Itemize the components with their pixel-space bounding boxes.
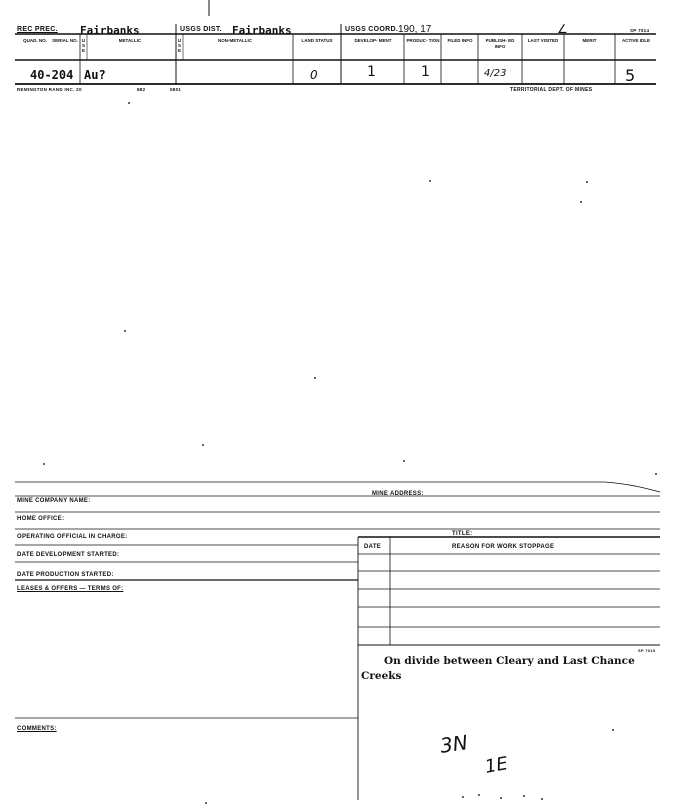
scan-speck bbox=[462, 796, 464, 798]
scan-speck bbox=[500, 797, 502, 799]
scan-speck bbox=[128, 102, 130, 104]
col-published-info: PUBLISH- ED INFO bbox=[485, 38, 515, 49]
rec-prec-value: Fairbanks bbox=[80, 24, 140, 37]
handwritten-range: 1E bbox=[483, 753, 510, 778]
operating-official-label: OPERATING OFFICIAL IN CHARGE: bbox=[17, 534, 128, 540]
form-number-bottom: SP 7015 bbox=[638, 648, 656, 653]
development-value: 1 bbox=[367, 64, 376, 80]
comments-label: COMMENTS: bbox=[17, 726, 57, 732]
date-column-label: DATE bbox=[364, 544, 382, 550]
scan-speck bbox=[580, 201, 582, 203]
active-idle-value: 5 bbox=[625, 66, 636, 85]
quad-value: 40-204 bbox=[30, 68, 74, 82]
col-development: DEVELOP- MENT bbox=[354, 38, 392, 43]
scan-speck bbox=[202, 444, 204, 446]
printer-imprint: REMINGTON RAND INC. 20 bbox=[17, 87, 82, 92]
col-use: U S E bbox=[81, 38, 86, 53]
col-last-visited: LAST VISITED bbox=[527, 38, 559, 43]
date-development-label: DATE DEVELOPMENT STARTED: bbox=[17, 552, 120, 558]
col-use-2: U S E bbox=[177, 38, 182, 53]
col-metallic: METALLIC bbox=[118, 38, 142, 43]
scan-speck bbox=[655, 473, 657, 475]
printer-code-2: 5801 bbox=[170, 87, 182, 92]
land-status-value: 0 bbox=[310, 68, 318, 82]
printer-code-1: 882 bbox=[137, 87, 146, 92]
form-number-top: SP 7014 bbox=[630, 28, 650, 33]
home-office-label: HOME OFFICE: bbox=[17, 516, 65, 522]
scan-speck bbox=[612, 729, 614, 731]
scan-speck bbox=[43, 463, 45, 465]
scan-speck bbox=[429, 180, 431, 182]
scan-speck bbox=[586, 181, 588, 183]
scan-speck bbox=[541, 798, 543, 800]
location-note-line-2: Creeks bbox=[361, 670, 402, 682]
scan-speck bbox=[314, 377, 316, 379]
metallic-value: Au? bbox=[84, 68, 106, 82]
usgs-coord-label: USGS COORD. bbox=[345, 26, 399, 33]
reason-column-label: REASON FOR WORK STOPPAGE bbox=[452, 544, 555, 550]
department-imprint: TERRITORIAL DEPT. OF MINES bbox=[510, 87, 593, 93]
scan-speck bbox=[523, 795, 525, 797]
mine-company-label: MINE COMPANY NAME: bbox=[17, 498, 91, 504]
mine-address-label: MINE ADDRESS: bbox=[372, 491, 424, 497]
scan-speck bbox=[403, 460, 405, 462]
handwritten-township: 3N bbox=[438, 730, 470, 758]
scan-speck bbox=[205, 802, 207, 804]
scan-speck bbox=[124, 330, 126, 332]
rec-prec-label: REC PREC. bbox=[17, 26, 58, 33]
col-land-status: LAND STATUS bbox=[301, 38, 333, 43]
published-value: 4/23 bbox=[484, 68, 507, 79]
coord-mark: ∠ bbox=[557, 22, 568, 36]
location-note-line-1: On divide between Cleary and Last Chance bbox=[384, 655, 635, 667]
col-quad: QUAD. NO. bbox=[23, 38, 47, 43]
col-active-idle: ACTIVE IDLE bbox=[621, 38, 650, 43]
col-production: PRODUC- TION bbox=[406, 38, 440, 43]
col-filed-info: FILED INFO bbox=[447, 38, 473, 43]
leases-label: LEASES & OFFERS — TERMS OF: bbox=[17, 586, 124, 592]
usgs-dist-label: USGS DIST. bbox=[180, 26, 222, 33]
production-value: 1 bbox=[421, 64, 430, 80]
scan-speck bbox=[478, 794, 480, 796]
col-merit: MERIT bbox=[582, 38, 597, 43]
date-production-label: DATE PRODUCTION STARTED: bbox=[17, 572, 114, 578]
col-nonmetallic: NON-METALLIC bbox=[218, 38, 252, 43]
title-label: TITLE: bbox=[452, 531, 473, 537]
col-serial: SERIAL NO. bbox=[52, 38, 78, 43]
usgs-dist-value: Fairbanks bbox=[232, 24, 292, 37]
usgs-coord-value: 190, 17 bbox=[398, 24, 432, 35]
